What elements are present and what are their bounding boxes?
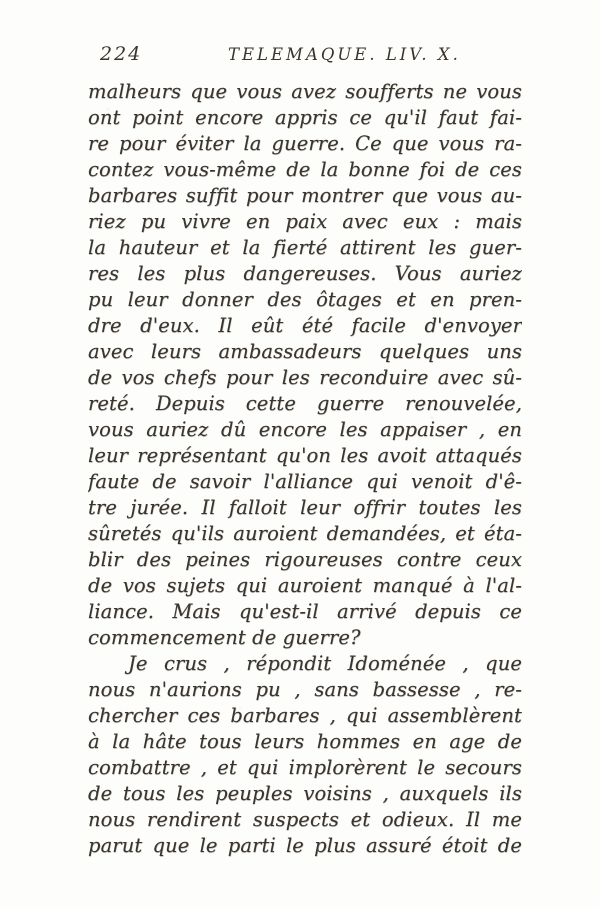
text-line: re pour éviter la guerre. Ce que vous ra- [88,132,522,155]
body-text [88,79,522,859]
text-line: avec leurs ambassadeurs quelques uns [88,340,522,363]
text-line: riez pu vivre en paix avec eux : mais [88,210,522,233]
text-line: pu leur donner des ôtages et en pren- [88,288,522,311]
text-line: faute de savoir l'alliance qui venoit d'ê- [88,470,522,493]
text-line: sûretés qu'ils auroient demandées, et éta- [88,522,522,545]
text-line: ont point encore appris ce qu'il faut fai- [88,106,522,129]
text-line: vous auriez dû encore les appaiser , en [88,418,522,441]
text-line: parut que le parti le plus assuré étoit de [88,834,522,857]
text-line: nous rendirent suspects et odieux. Il me [88,808,522,831]
text-line: leur représentant qu'on les avoit attaqués [88,444,522,467]
text-line: barbares suffit pour montrer que vous au- [88,184,522,207]
text-line: malheurs que vous avez soufferts ne vous [88,80,522,103]
text-line: la hauteur et la fierté attirent les guer- [88,236,522,259]
text-line: de tous les peuples voisins , auxquels ils [88,782,522,805]
text-line-paragraph-start: Je crus , répondit Idoménée , que [128,652,522,675]
text-line: dre d'eux. Il eût été facile d'envoyer [88,314,522,337]
text-line: contez vous-même de la bonne foi de ces [88,158,522,181]
text-line: blir des peines rigoureuses contre ceux [88,548,522,571]
running-title: TELEMAQUE. LIV. X. [228,45,461,64]
text-line: chercher ces barbares , qui assemblèrent [88,704,522,727]
text-line: liance. Mais qu'est-il arrivé depuis ce [88,600,522,623]
text-line: nous n'aurions pu , sans bassesse , re- [88,678,522,701]
text-line: res les plus dangereuses. Vous auriez [88,262,522,285]
text-line: commencement de guerre? [88,626,361,649]
text-line: tre jurée. Il falloit leur offrir toutes les [88,496,522,519]
text-line: de vos chefs pour les reconduire avec sû- [88,366,522,389]
page-number: 224 [100,43,143,65]
text-line: combattre , et qui implorèrent le secours [88,756,522,779]
text-line: de vos sujets qui auroient manqué à l'al- [88,574,522,597]
text-line: reté. Depuis cette guerre renouvelée, [88,392,522,415]
page-header [88,42,522,68]
text-line: à la hâte tous leurs hommes en age de [88,730,522,753]
